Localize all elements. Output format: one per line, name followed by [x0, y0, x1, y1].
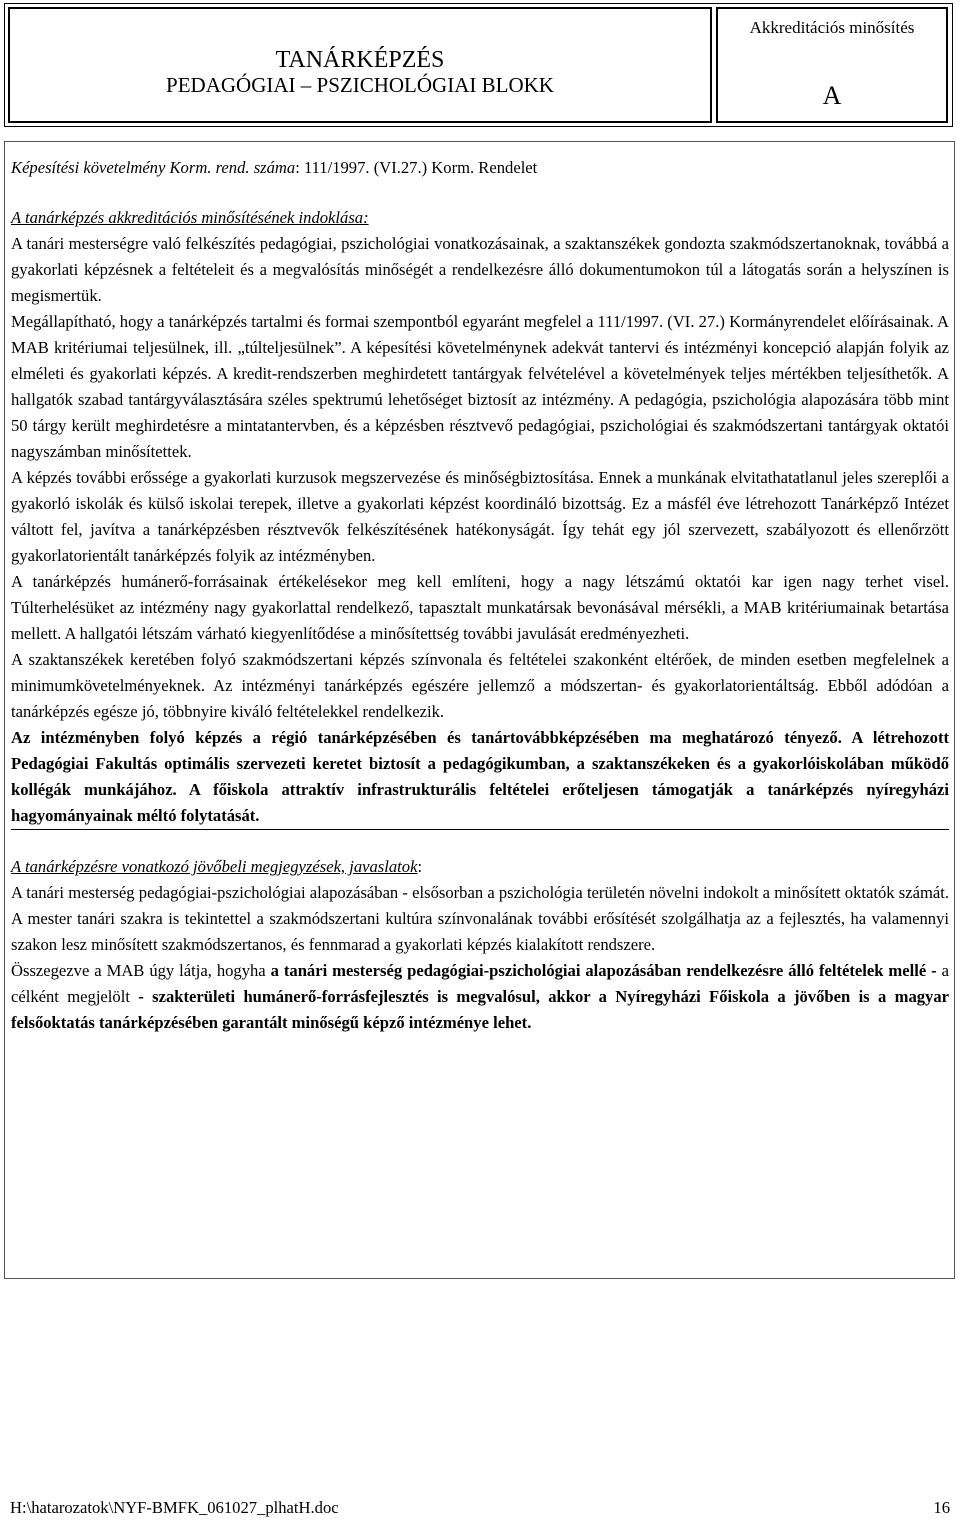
qualification-label: Képesítési követelmény Korm. rend. száma	[11, 158, 296, 177]
header-frame	[4, 3, 953, 127]
summary-text-1: Összegezve a MAB úgy látja, hogyha	[11, 961, 271, 980]
footer-file-path: H:\hatarozatok\NYF-BMFK_061027_plhatH.doc	[10, 1498, 339, 1517]
suggestions-heading-colon: :	[417, 857, 423, 876]
summary-paragraph	[11, 958, 949, 1036]
justification-bold-paragraph: Az intézményben folyó képzés a régió tanárképzésében és tanártovábbképzésében ma meghatározó tényező. A létrehozott Pedagógiai Fakultás optimális szervezeti keretet biztosít a pedagógikumban, a szaktanszékeken és a gyakorlóiskolában működő kollégák munkájához. A főiskola attraktív infrastrukturális feltételei erőteljesen támogatják a tanárképzés nyíregyházi hagyományainak méltó folytatását.	[11, 728, 949, 825]
justification-paragraph-1: A tanári mesterségre való felkészítés pedagógiai, pszichológiai vonatkozásainak, a szaktanszékek gondozta szakmódszertanoknak, továbbá a gyakorlati képzésnek a feltételeit és a megvalósítás minőségét a rendelkezésre álló dokumentumokon túl a látogatás során a helyszínen is megismertük.	[11, 234, 949, 305]
summary-text-2: a célként megjelölt	[11, 961, 949, 1006]
suggestions-heading	[11, 854, 949, 880]
page-subtitle: PEDAGÓGIAI – PSZICHOLÓGIAI BLOKK	[166, 72, 554, 97]
qualification-value: : 111/1997. (VI.27.) Korm. Rendelet	[295, 158, 538, 177]
spacer	[11, 830, 949, 854]
justification-heading	[11, 205, 949, 231]
justification-paragraph-3: A képzés további erőssége a gyakorlati kurzusok megszervezése és minőségbiztosítása. Ennek a munkának elvitathatatlanul jeles szereplői a gyakorló iskolák és külső iskolai terepek, illetve a gyakorlati képzést koordináló bizottság. Ez a másfél éve létrehozott Tanárképző Intézet váltott fel, javítva a tanárképzésben résztvevők felkészítésének hatékonyságát. Így tehát egy jól szervezett, szabályozott és ellenőrzött gyakorlatorientált tanárképzés folyik az intézményben.	[11, 468, 949, 565]
qualification-line	[11, 155, 949, 181]
rating-value: A	[822, 81, 842, 110]
header-title-box	[8, 7, 712, 123]
justification-heading-text: A tanárképzés akkreditációs minősítésének indoklása:	[11, 208, 369, 227]
rating-box	[716, 7, 948, 123]
page-title: TANÁRKÉPZÉS	[275, 46, 445, 73]
justification-paragraph-5: A szaktanszékek keretében folyó szakmódszertani képzés színvonala és feltételei szakonként eltérőek, de minden esetben megfelelnek a minimumkövetelményeknek. Az intézményi tanárképzés egészére jellemző a módszertan- és gyakorlatorientáltság. Ebből adódóan a tanárképzés egésze jó, többnyire kiváló feltételekkel rendelkezik.	[11, 650, 949, 721]
spacer	[11, 181, 949, 205]
justification-paragraph-4: A tanárképzés humánerő-forrásainak értékelésekor meg kell említeni, hogy a nagy létszámú oktatói kar igen nagy terhet visel. Túlterhelésüket az intézmény nagy gyakorlattal rendelkező, tapasztalt munkatársak bevonásával mérsékli, a MAB kritériumainak betartása mellett. A hallgatói létszám várható kiegyenlítődése a minősítettség további javulását eredményezheti.	[11, 572, 949, 643]
summary-bold-2: - szakterületi humánerő-forrásfejlesztés is megvalósul, akkor a Nyíregyházi Főiskola a jövőben is a magyar felsőoktatás tanárképzésében garantált minőségű képző intézménye lehet.	[11, 987, 949, 1032]
justification-paragraph-2: Megállapítható, hogy a tanárképzés tartalmi és formai szempontból egyaránt megfelel a 111/1997. (VI. 27.) Kormányrendelet előírásainak. A MAB kritériumai teljesülnek, ill. „túlteljesülnek”. A képesítési követelménynek adekvát tantervi és intézményi koncepció alapján folyik az elméleti és gyakorlati képzés. A kredit-rendszerben meghirdetett tantárgyak felvételével a követelmények teljes mértékben teljesíthetők. A hallgatók szabad tantárgyválasztására széles spektrumú lehetőséget biztosít az intézmény. A pedagógia, pszichológia alapozására több mint 50 tárgy került meghirdetésre a mintatantervben, és a képzésben résztvevő pedagógiai, pszichológiai és szakmódszertani tantárgyak oktatói nagyszámban minősítettek.	[11, 312, 949, 461]
suggestions-heading-text: A tanárképzésre vonatkozó jövőbeli megjegyzések, javaslatok	[11, 857, 418, 876]
footer-page-number: 16	[933, 1498, 950, 1517]
suggestions-paragraph: A tanári mesterség pedagógiai-pszichológiai alapozásában - elsősorban a pszichológia területén növelni indokolt a minősített oktatók számát. A mester tanári szakra is tekintettel a szakmódszertani kultúra színvonalának további erősítését szolgálhatja az a fejlesztés, ha valamennyi szakon lesz minősített szakmódszertanos, és fennmarad a gyakorlati képzés kialakított rendszere.	[11, 883, 949, 954]
document-body	[11, 155, 949, 1036]
summary-bold-1: a tanári mesterség pedagógiai-pszichológiai alapozásában rendelkezésre álló feltételek mellé -	[270, 961, 937, 980]
rating-label: Akkreditációs minősítés	[749, 18, 915, 37]
